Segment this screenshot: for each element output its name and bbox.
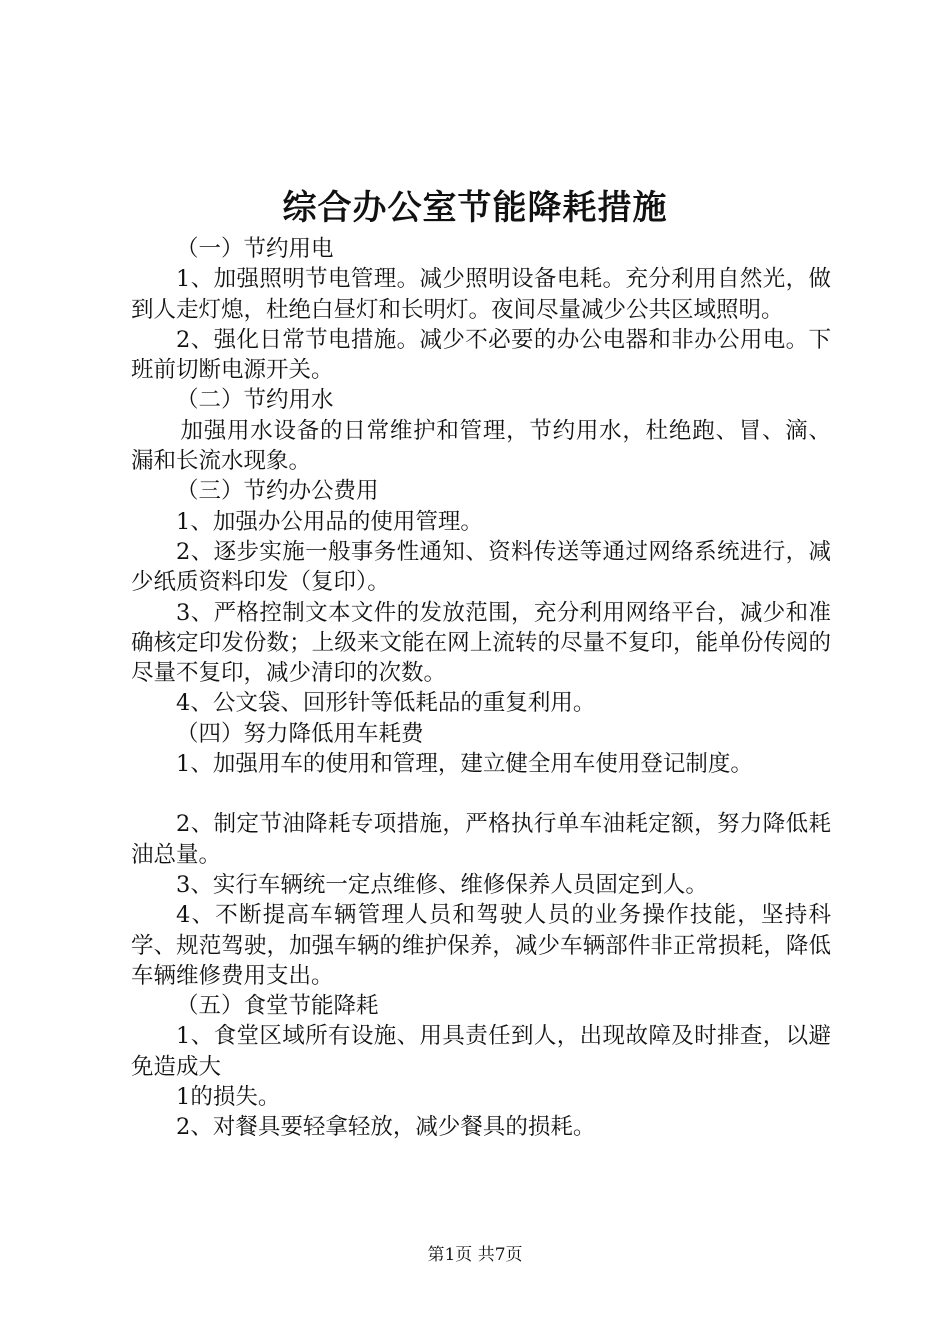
paragraph: 3、实行车辆统一定点维修、维修保养人员固定到人。 — [176, 871, 708, 898]
paragraph: 加强用水设备的日常维护和管理，节约用水，杜绝跑、冒、滴、漏和长流水现象。 — [131, 417, 831, 475]
paragraph: 1的损失。 — [176, 1084, 281, 1111]
section-heading: （一）节约用电 — [176, 236, 334, 262]
section-heading: （三）节约办公费用 — [176, 478, 379, 505]
paragraph: 2、对餐具要轻拿轻放，减少餐具的损耗。 — [176, 1114, 596, 1141]
paragraph: 1、加强用车的使用和管理，建立健全用车使用登记制度。 — [176, 751, 753, 778]
paragraph: 4、不断提高车辆管理人员和驾驶人员的业务操作技能，坚持科学、规范驾驶，加强车辆的维护保养，减少车辆部件非正常损耗，降低车辆维修费用支出。 — [131, 902, 831, 989]
section-heading: （二）节约用水 — [176, 387, 334, 414]
paragraph: 1、加强办公用品的使用管理。 — [176, 508, 483, 535]
paragraph: 2、逐步实施一般事务性通知、资料传送等通过网络系统进行，减少纸质资料印发（复印）。 — [131, 538, 831, 596]
page-footer: 第1页 共7页 — [427, 1245, 523, 1265]
section-heading: （四）努力降低用车耗费 — [176, 720, 424, 747]
document-body — [131, 234, 831, 1143]
paragraph: 1、食堂区域所有设施、用具责任到人，出现故障及时排查，以避免造成大 — [131, 1023, 831, 1080]
paragraph: 3、严格控制文本文件的发放范围，充分利用网络平台，减少和准确核定印发份数；上级来文能在网上流转的尽量不复印，能单份传阅的尽量不复印，减少清印的次数。 — [131, 599, 831, 687]
document-title: 综合办公室节能降耗措施 — [282, 188, 668, 228]
section-heading: （五）食堂节能降耗 — [176, 993, 379, 1020]
paragraph: 2、制定节油降耗专项措施，严格执行单车油耗定额，努力降低耗油总量。 — [131, 811, 831, 868]
paragraph: 4、公文袋、回形针等低耗品的重复利用。 — [176, 690, 596, 717]
paragraph: 2、强化日常节电措施。减少不必要的办公电器和非办公用电。下班前切断电源开关。 — [131, 326, 831, 384]
paragraph: 1、加强照明节电管理。减少照明设备电耗。充分利用自然光，做到人走灯熄，杜绝白昼灯和长明灯。夜间尽量减少公共区域照明。 — [131, 266, 831, 323]
